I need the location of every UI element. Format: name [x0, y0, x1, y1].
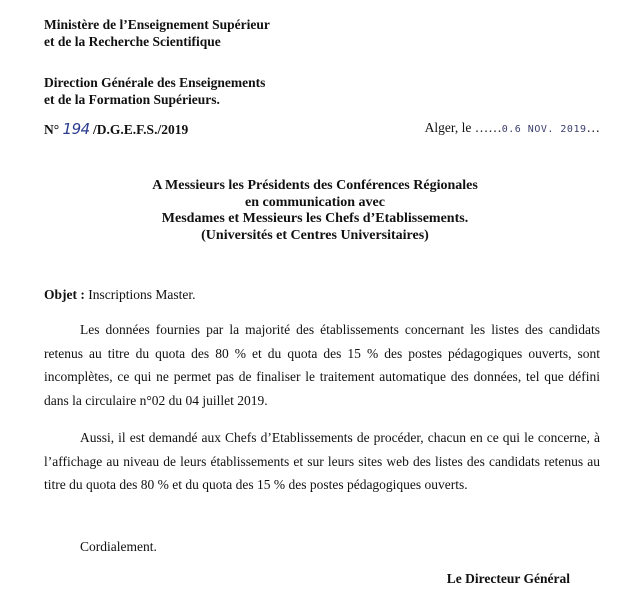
recipients-line-3: Mesdames et Messieurs les Chefs d’Etablissements. — [161, 211, 469, 226]
closing-text: Cordialement. — [80, 539, 157, 554]
recipients-block — [0, 178, 630, 244]
reference-handwritten-number: 194 — [62, 120, 90, 138]
subject-text: Inscriptions Master. — [88, 287, 196, 302]
reference-prefix: N° — [44, 122, 60, 137]
direction-line-1: Direction Générale des Enseignements — [44, 75, 266, 90]
reference-number — [44, 120, 188, 138]
recipients-line-4: (Universités et Centres Universitaires) — [201, 227, 429, 243]
date-suffix: … — [586, 120, 600, 135]
reference-suffix: /D.G.E.F.S./2019 — [93, 122, 189, 137]
date-prefix: Alger, le …… — [424, 120, 502, 135]
signature-title: Le Directeur Général — [446, 571, 570, 586]
date-stamp: 0.6 NOV. 2019 — [501, 124, 587, 135]
direction-line-2: et de la Formation Supérieurs. — [44, 92, 220, 107]
ministry-line-1: Ministère de l’Enseignement Supérieur — [44, 17, 270, 32]
recipients-line-2: en communication avec — [245, 194, 385, 210]
subject-line — [44, 287, 196, 303]
letter-date — [425, 120, 600, 136]
subject-label: Objet : — [44, 287, 85, 302]
ministry-line-2: et de la Recherche Scientifique — [44, 34, 221, 49]
body-paragraph-2: Aussi, il est demandé aux Chefs d’Etablissements de procéder, chacun en ce qui le concerne, à l’affichage au niveau de leurs établissements et sur leurs sites web des listes des candidats retenus au titre du quota des 80 % et du quota des 15 % des postes pédagogiques ouverts. — [44, 430, 600, 492]
recipients-line-1: A Messieurs les Présidents des Conférences Régionales — [152, 178, 478, 193]
body-paragraph-1: Les données fournies par la majorité des établissements concernant les listes des candidats retenus au titre du quota des 80 % et du quota des 15 % des postes pédagogiques ouverts, sont incomplètes, ce qui ne permet pas de finaliser le traitement automatique des données, tel que défini dans la circulaire n°02 du 04 juillet 2019. — [44, 322, 600, 408]
